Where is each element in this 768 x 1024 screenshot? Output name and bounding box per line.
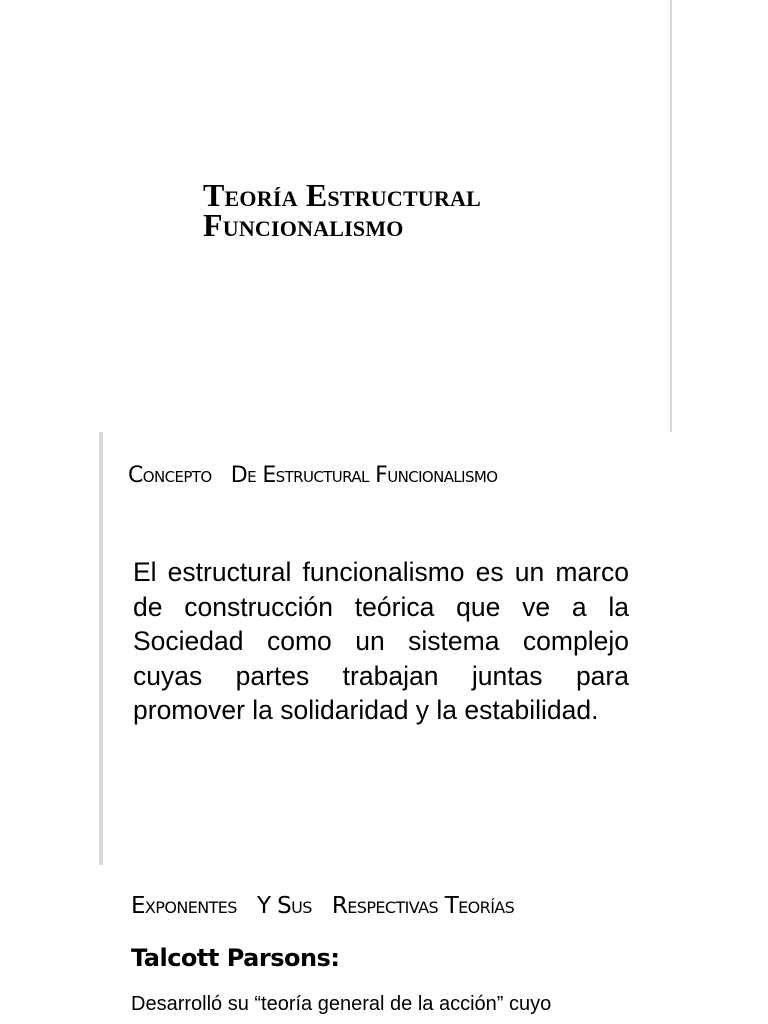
slide-title [0, 0, 672, 432]
parsons-paragraph: Desarrolló su “teoría general de la acción” cuyo [131, 993, 552, 1015]
document-title [203, 177, 481, 243]
slide-concepto [99, 432, 679, 865]
title-line-2: Funcionalismo [203, 207, 404, 243]
section-heading-exponentes: Exponentes Y Sus Respectivas Teorías [131, 893, 515, 919]
section-heading-concepto: Concepto De Estructural Funcionalismo [128, 463, 498, 488]
concepto-paragraph: El estructural funcionalismo es un marco de construcción teórica que ve a la Sociedad como un sistema complejo cuyas partes trabajan juntas para promover la solidaridad y la estabilidad. [133, 557, 629, 725]
title-line-1: Teoría Estructural [203, 177, 481, 213]
subheading-talcott-parsons: Talcott Parsons: [131, 944, 340, 972]
